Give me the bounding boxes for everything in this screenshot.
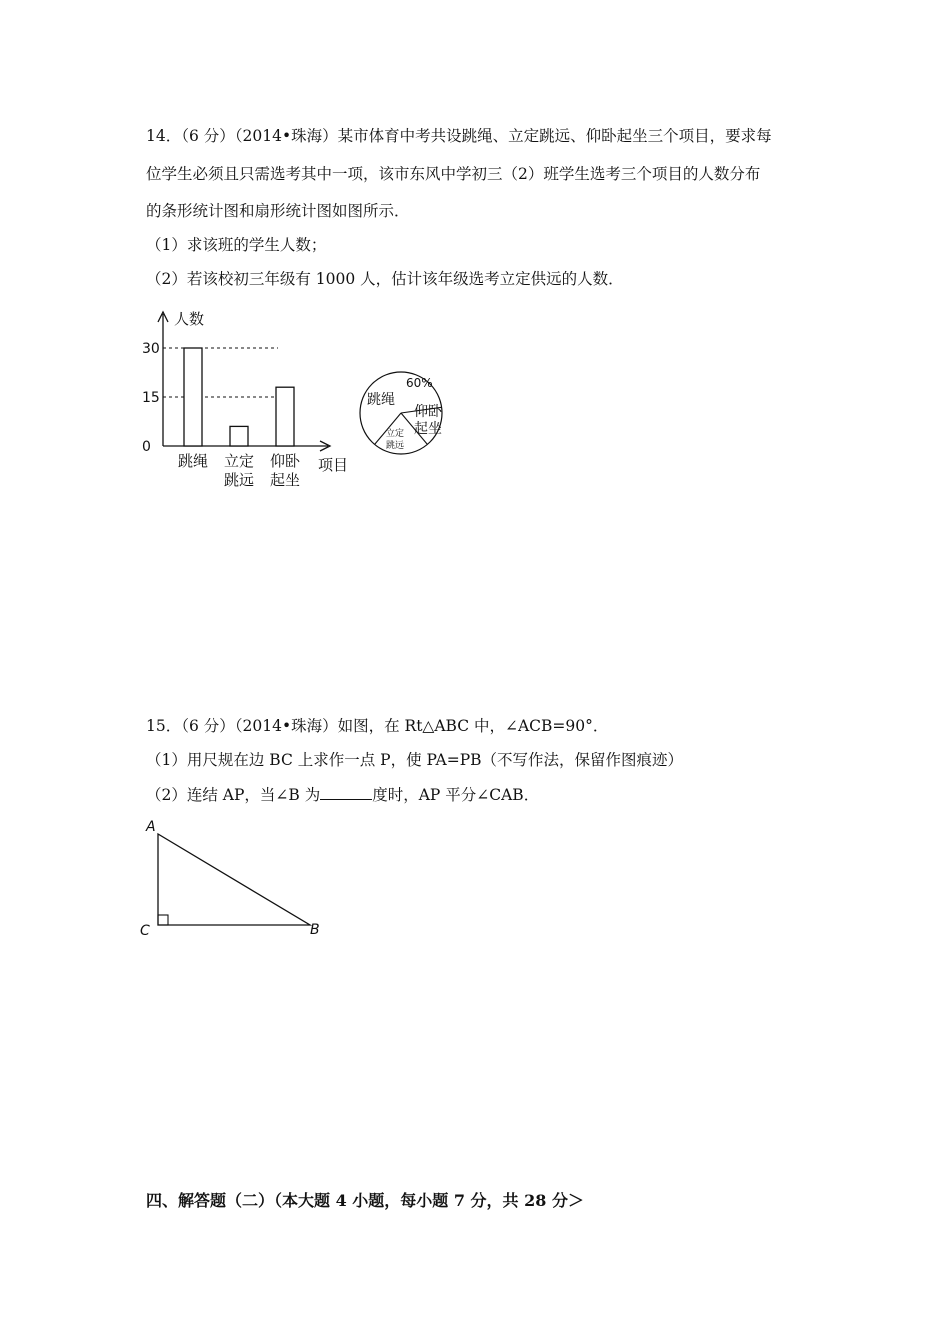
y-axis-label: 人数 (174, 310, 205, 328)
pie-slice-label: 跳绳 (367, 392, 395, 408)
q15-line-1: 15．（6 分）（2014•珠海）如图，在 Rt△ABC 中，∠ACB=90°． (146, 717, 609, 735)
answer-blank[interactable] (320, 785, 372, 800)
pie-slice-label: 起坐 (414, 421, 442, 437)
pie-annotation: 60% (406, 376, 433, 390)
bar-1 (184, 348, 202, 446)
triangle-figure (138, 814, 338, 944)
pie-chart (356, 364, 456, 464)
category-label: 起坐 (269, 471, 301, 489)
q14-part-2: （2）若该校初三年级有 1000 人，估计该年级选考立定供远的人数． (146, 270, 624, 288)
category-label: 跳绳 (177, 452, 209, 470)
bar-chart (138, 300, 368, 500)
pie-slice-label: 跳远 (386, 441, 405, 451)
q14-part-1: （1）求该班的学生人数； (146, 236, 327, 254)
section-heading: 四、解答题（二）（本大题 4 小题，每小题 7 分，共 28 分＞ (146, 1191, 584, 1210)
vertex-b-label: B (310, 922, 320, 938)
right-angle-mark (158, 915, 168, 925)
category-label: 立定 (223, 452, 255, 470)
q15-part-2-before: （2）连结 AP，当∠B 为 (146, 786, 321, 804)
y-tick-label: 15 (142, 390, 160, 406)
vertex-a-label: A (146, 819, 156, 835)
q14-line-2: 位学生必须且只需选考其中一项，该市东风中学初三（2）班学生选考三个项目的人数分布 (146, 165, 761, 183)
q15-part-2-after: 度时，AP 平分∠CAB． (372, 786, 540, 804)
q14-line-1: 14．（6 分）（2014•珠海）某市体育中考共设跳绳、立定跳远、仰卧起坐三个项目，要求每 (146, 127, 772, 145)
y-tick-label: 0 (142, 439, 151, 455)
triangle-abc (158, 834, 310, 925)
pie-slice-label: 立定 (386, 429, 405, 439)
vertex-c-label: C (140, 923, 150, 939)
category-label: 跳远 (223, 471, 255, 489)
y-tick-label: 30 (142, 341, 160, 357)
x-axis-label: 项目 (318, 456, 349, 474)
q15-part-2 (146, 785, 539, 805)
bar-2 (230, 426, 248, 446)
q15-part-1: （1）用尺规在边 BC 上求作一点 P，使 PA=PB（不写作法，保留作图痕迹） (146, 751, 684, 769)
pie-slice-label: 仰卧 (414, 404, 442, 420)
category-label: 仰卧 (269, 452, 301, 470)
bar-3 (276, 387, 294, 446)
q14-line-3: 的条形统计图和扇形统计图如图所示． (146, 202, 410, 220)
